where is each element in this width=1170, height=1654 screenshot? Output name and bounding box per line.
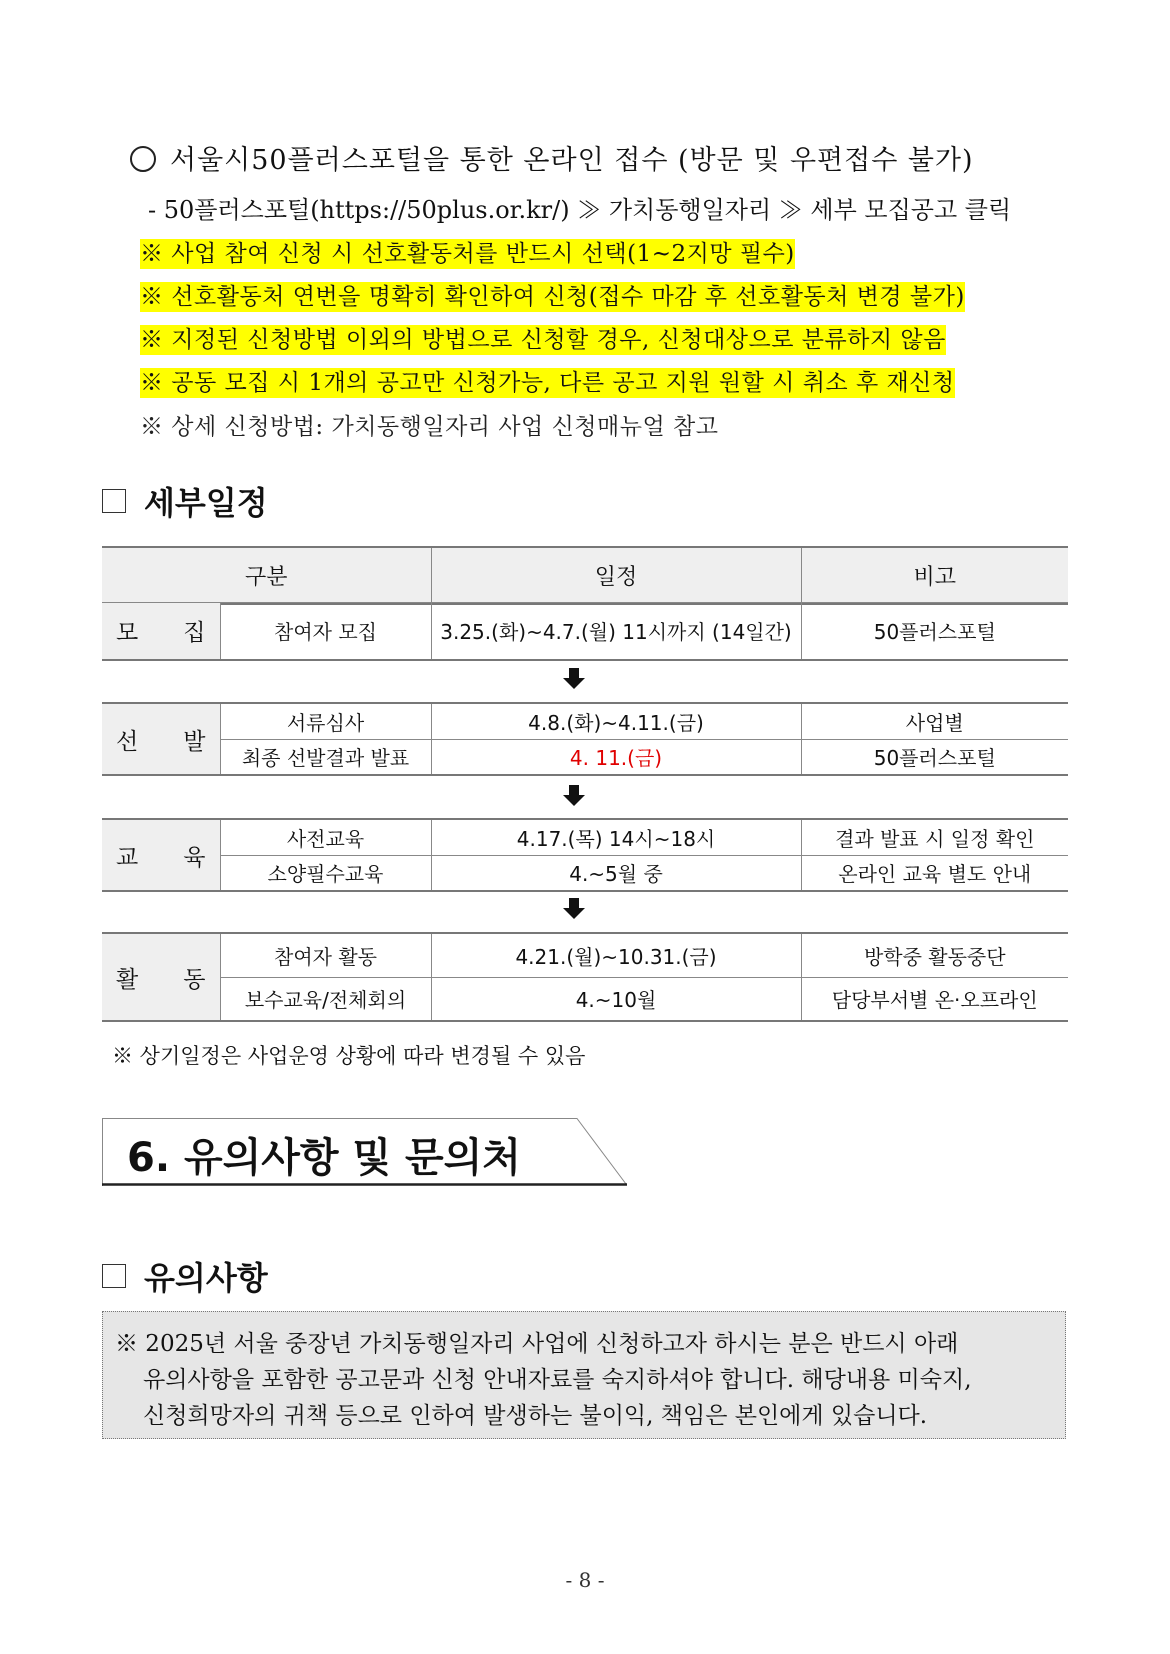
note-highlighted (140, 235, 795, 268)
item-cell: 서류심사 (220, 703, 431, 739)
table-row (102, 739, 1068, 775)
date-cell: 4.17.(목) 14시~18시 (431, 819, 801, 855)
application-method-text: 서울시50플러스포털을 통한 온라인 접수 (방문 및 우편접수 불가) (170, 145, 974, 176)
schedule-group-activity (102, 932, 1068, 1022)
application-method-bullet (130, 138, 974, 177)
square-bullet-icon (102, 489, 126, 513)
table-row (102, 703, 1068, 739)
note-highlighted (140, 321, 946, 354)
schedule-heading-text: 세부일정 (144, 484, 268, 522)
remark-cell: 방학중 활동중단 (801, 933, 1068, 977)
schedule-heading (102, 478, 268, 524)
column-header-date: 일정 (431, 547, 801, 604)
note-highlighted (140, 364, 955, 397)
note-confirm-number: ※ 선호활동처 연번을 명확히 확인하여 신청(접수 마감 후 선호활동처 변경 불가) (140, 284, 965, 310)
column-header-remarks: 비고 (801, 547, 1068, 604)
date-cell: 4.~10월 (431, 977, 801, 1021)
schedule-group-education (102, 818, 1068, 892)
schedule-footnote: ※ 상기일정은 사업운영 상황에 따라 변경될 수 있음 (112, 1044, 586, 1068)
date-cell: 3.25.(화)~4.7.(월) 11시까지 (14일간) (431, 603, 801, 660)
remark-cell: 결과 발표 시 일정 확인 (801, 819, 1068, 855)
schedule-table-header (102, 546, 1068, 605)
item-cell: 보수교육/전체회의 (220, 977, 431, 1021)
caution-notice-box (102, 1311, 1066, 1439)
caution-heading-text: 유의사항 (144, 1259, 268, 1297)
caution-line: 유의사항을 포함한 공고문과 신청 안내자료를 숙지하셔야 합니다. 해당내용 미숙지, (143, 1367, 972, 1393)
chapter-title: 6. 유의사항 및 문의처 (127, 1135, 521, 1181)
schedule-group-recruit (102, 602, 1068, 661)
group-label-selection: 선 발 (102, 703, 220, 775)
date-cell-highlighted: 4. 11.(금) (431, 739, 801, 775)
date-cell: 4.8.(화)~4.11.(금) (431, 703, 801, 739)
caution-line: ※ 2025년 서울 중장년 가치동행일자리 사업에 신청하고자 하시는 분은 반드시 아래 (115, 1331, 959, 1357)
caution-line: 신청희망자의 귀책 등으로 인하여 발생하는 불이익, 책임은 본인에게 있습니다. (143, 1403, 928, 1429)
remark-cell: 50플러스포털 (801, 739, 1068, 775)
group-label-activity: 활 동 (102, 933, 220, 1021)
group-label-education: 교 육 (102, 819, 220, 891)
portal-path-text: - 50플러스포털(https://50plus.or.kr/) ≫ 가치동행일자리 ≫ 세부 모집공고 클릭 (148, 196, 1012, 224)
date-cell: 4.~5월 중 (431, 855, 801, 891)
note-joint-recruit: ※ 공동 모집 시 1개의 공고만 신청가능, 다른 공고 지원 원할 시 취소 후 재신청 (140, 370, 955, 396)
note-manual-reference: ※ 상세 신청방법: 가치동행일자리 사업 신청매뉴얼 참고 (140, 414, 719, 440)
note-highlighted (140, 278, 965, 311)
group-label-recruit: 모 집 (102, 603, 220, 660)
table-row (102, 819, 1068, 855)
note-preferred-site: ※ 사업 참여 신청 시 선호활동처를 반드시 선택(1~2지망 필수) (140, 241, 795, 267)
square-bullet-icon (102, 1264, 126, 1288)
schedule-group-selection (102, 702, 1068, 776)
remark-cell: 담당부서별 온·오프라인 (801, 977, 1068, 1021)
date-cell: 4.21.(월)~10.31.(금) (431, 933, 801, 977)
circle-bullet-icon (130, 146, 156, 172)
item-cell: 참여자 활동 (220, 933, 431, 977)
chapter-title-banner (102, 1118, 627, 1186)
item-cell: 소양필수교육 (220, 855, 431, 891)
table-row (102, 855, 1068, 891)
table-row (102, 977, 1068, 1021)
table-row (102, 933, 1068, 977)
column-header-category: 구분 (102, 547, 431, 604)
item-cell: 최종 선발결과 발표 (220, 739, 431, 775)
note-method-restriction: ※ 지정된 신청방법 이외의 방법으로 신청할 경우, 신청대상으로 분류하지 않음 (140, 327, 946, 353)
item-cell: 참여자 모집 (220, 603, 431, 660)
item-cell: 사전교육 (220, 819, 431, 855)
caution-heading (102, 1253, 268, 1299)
remark-cell: 50플러스포털 (801, 603, 1068, 660)
remark-cell: 온라인 교육 별도 안내 (801, 855, 1068, 891)
remark-cell: 사업별 (801, 703, 1068, 739)
table-row (102, 603, 1068, 660)
page-number: - 8 - (565, 1568, 605, 1592)
